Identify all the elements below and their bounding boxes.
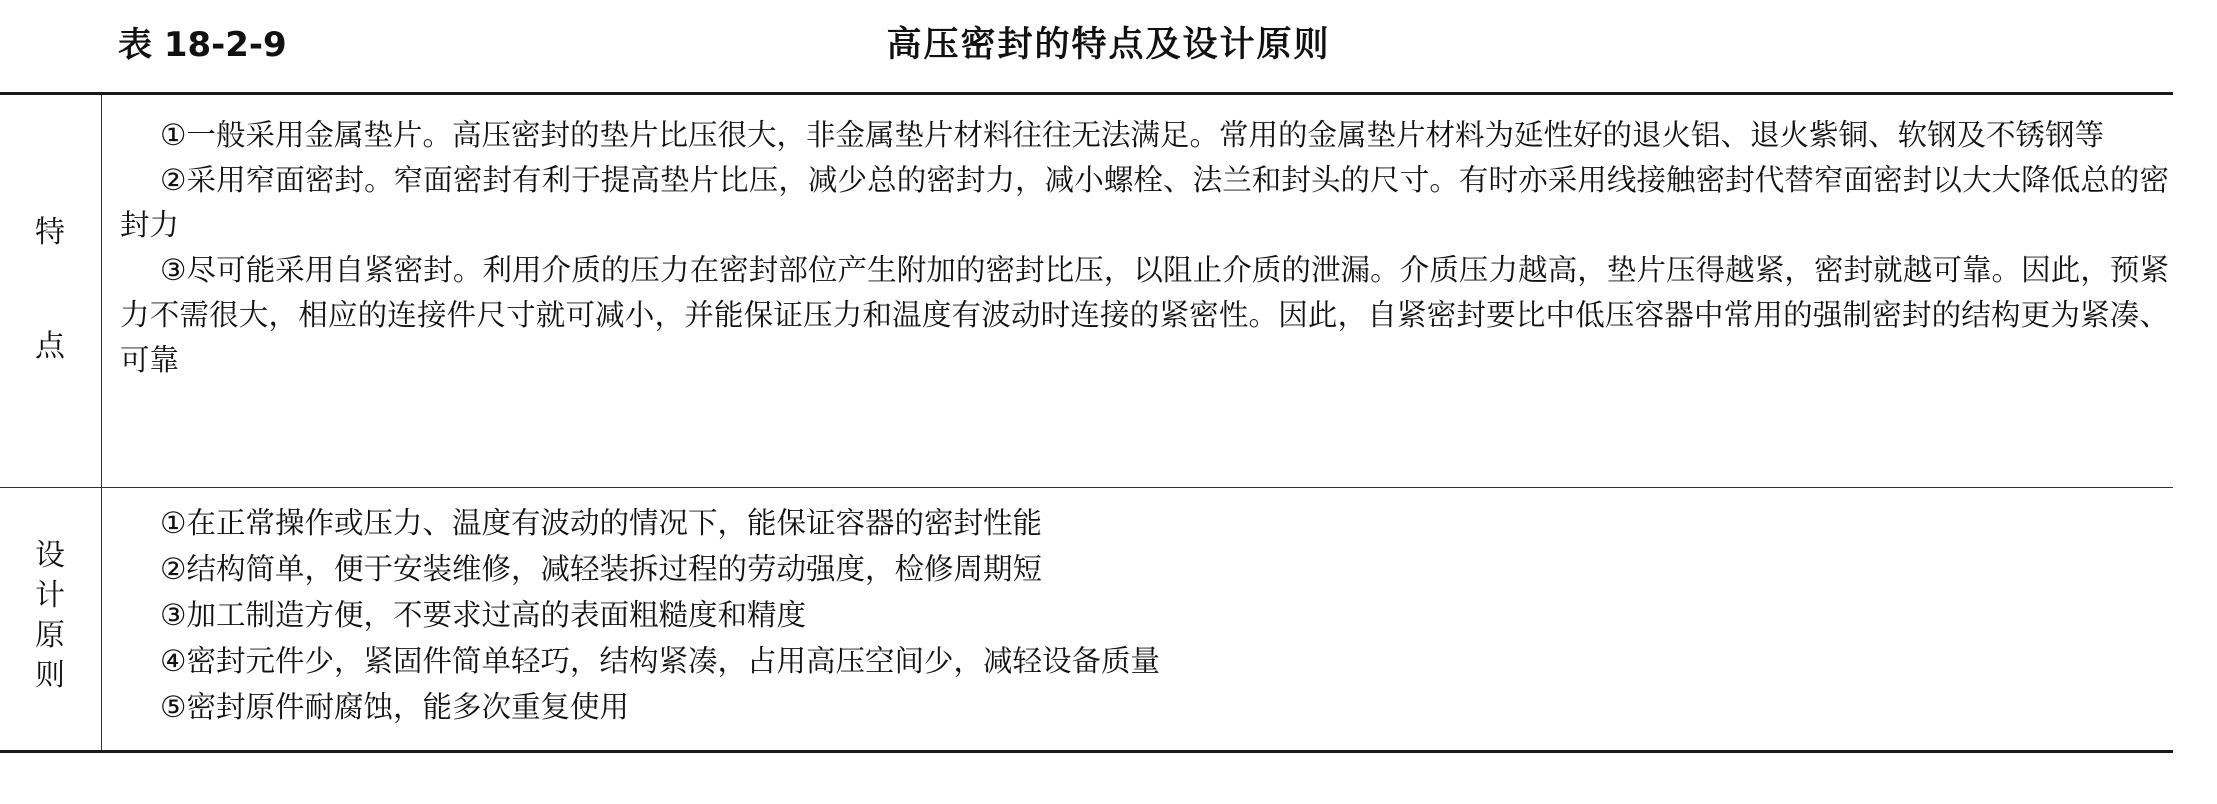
row-content-design-principles <box>102 488 2173 750</box>
characteristic-paragraph: ①一般采用金属垫片。高压密封的垫片比压很大，非金属垫片材料往往无法满足。常用的金属垫片材料为延性好的退火铝、退火紫铜、软钢及不锈钢等 <box>160 118 2104 152</box>
characteristic-paragraph: ②采用窄面密封。窄面密封有利于提高垫片比压，减少总的密封力，减小螺栓、法兰和封头的尺寸。有时亦采用线接触密封代替窄面密封以大大降低总的密封力 <box>120 163 2169 242</box>
row-content-characteristics <box>102 95 2173 487</box>
row-label-char: 特 <box>35 215 65 250</box>
principle-item: ②结构简单，便于安装维修，减轻装拆过程的劳动强度，检修周期短 <box>160 552 1042 586</box>
table-row-characteristics <box>0 95 2173 488</box>
row-label-char: 计 <box>35 578 65 613</box>
row-label-char: 点 <box>35 329 65 364</box>
principle-item: ④密封元件少，紧固件简单轻巧，结构紧凑，占用高压空间少，减轻设备质量 <box>160 644 1160 678</box>
table-title: 高压密封的特点及设计原则 <box>886 25 1331 65</box>
row-label-design-principles <box>0 488 102 750</box>
table-row-design-principles <box>0 488 2173 750</box>
principle-item: ⑤密封原件耐腐蚀，能多次重复使用 <box>160 690 629 724</box>
principle-item: ①在正常操作或压力、温度有波动的情况下，能保证容器的密封性能 <box>160 506 1042 540</box>
characteristics-table <box>0 92 2173 753</box>
table-caption <box>0 0 2217 90</box>
table-number: 表 18-2-9 <box>118 25 287 65</box>
row-label-char: 设 <box>35 538 65 573</box>
row-label-characteristics <box>0 95 102 487</box>
characteristic-paragraph: ③尽可能采用自紧密封。利用介质的压力在密封部位产生附加的密封比压，以阻止介质的泄漏。介质压力越高，垫片压得越紧，密封就越可靠。因此，预紧力不需很大，相应的连接件尺寸就可减小，并能保证压力和温度有波动时连接的紧密性。因此，自紧密封要比中低压容器中常用的强制密封的结构更为紧凑、可靠 <box>120 253 2169 377</box>
row-label-char: 原 <box>35 618 65 653</box>
row-label-char: 则 <box>35 658 65 693</box>
principle-item: ③加工制造方便，不要求过高的表面粗糙度和精度 <box>160 598 806 632</box>
